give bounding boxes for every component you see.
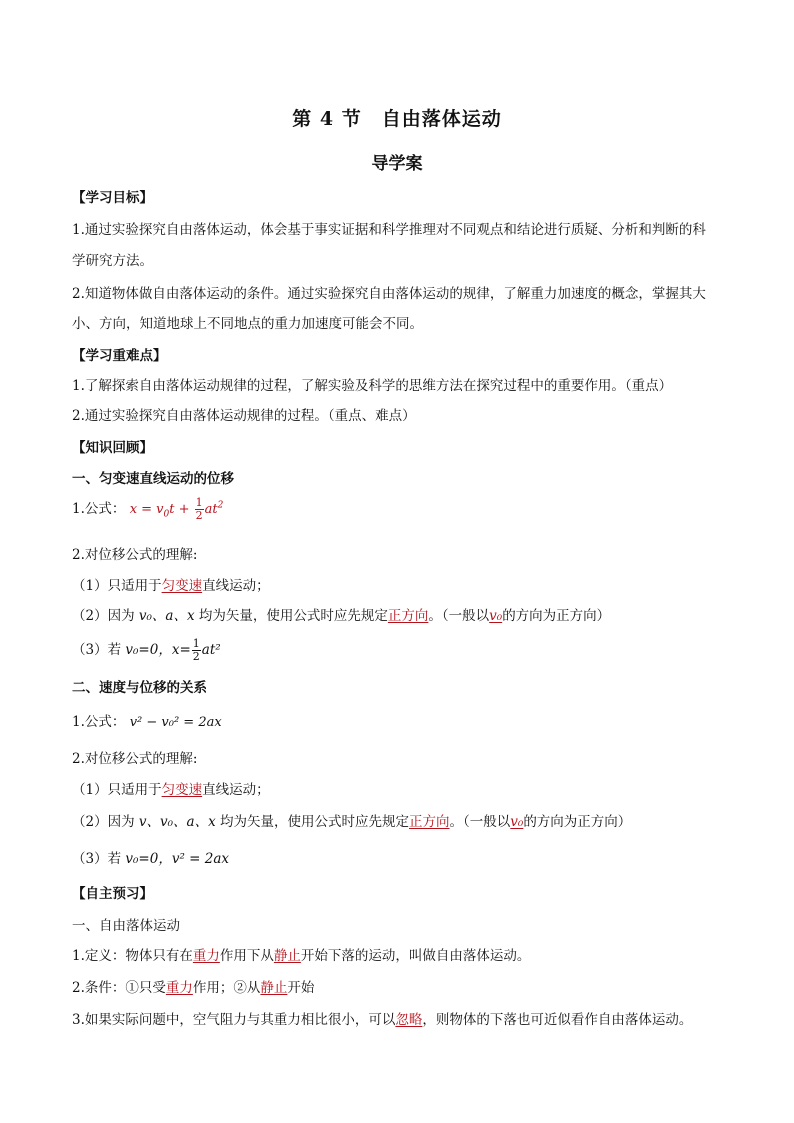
p1-item2-v0: v₀ [489, 608, 503, 624]
definition-line [72, 944, 732, 964]
key-item-1: 1.了解探索自由落体运动规律的过程，了解实验及科学的思维方法在探究过程中的重要作用。（重点） [72, 378, 673, 394]
p1-item3-num: 1 [192, 637, 200, 650]
p1-item2-end: 的方向为正方向） [502, 608, 611, 624]
formula1-num: 1 [195, 496, 203, 509]
review-heading: 【知识回顾】 [72, 440, 153, 456]
p2-item3-pre: （3）若 [72, 851, 126, 867]
p1-item3-pre: （3）若 [72, 642, 126, 658]
p2-item2-v0: v₀ [510, 814, 524, 830]
formula-label: 1.公式： [72, 501, 126, 517]
p2-item3-cond: v₀=0 [125, 851, 159, 867]
p2-item2-mid: 均为矢量，使用公式时应先规定 [215, 814, 410, 830]
p2-item2-pre: （2）因为 [72, 814, 139, 830]
objectives-heading: 【学习目标】 [72, 190, 153, 206]
formula-label-2: 1.公式： [72, 714, 126, 730]
p2-item2-end: 的方向为正方向） [523, 814, 632, 830]
understand-label-1: 2.对位移公式的理解: [72, 547, 198, 563]
objective2-line1: 2.知道物体做自由落体运动的条件。通过实验探究自由落体运动的规律，了解重力加速度的概念，掌握其大 [72, 286, 706, 302]
p2-item1-blank: 匀变速 [161, 782, 203, 798]
p1-item2-post: 。（一般以 [428, 608, 490, 624]
cond-mid: 作用；②从 [192, 980, 261, 996]
cond-post: 开始 [287, 980, 315, 996]
formula1-sub: 0 [163, 509, 170, 520]
p1-item-1 [72, 574, 732, 594]
p1-item1-blank: 匀变速 [161, 578, 203, 594]
formula1-fraction [195, 497, 204, 522]
def-blank-2: 静止 [273, 948, 301, 964]
formula1-line [72, 497, 732, 522]
review-part2-heading: 二、速度与位移的关系 [72, 680, 207, 696]
preview-part1-heading: 一、自由落体运动 [72, 918, 180, 934]
velocity-displacement-formula: v² − v₀² = 2ax [129, 715, 222, 730]
p1-item2-vars: v₀、a、x [138, 608, 195, 624]
objective1-line1: 1.通过实验探究自由落体运动，体会基于事实证据和科学推理对不同观点和结论进行质疑、分析和判断的科 [72, 222, 706, 238]
key-item-2: 2.通过实验探究自由落体运动规律的过程。（重点、难点） [72, 408, 416, 424]
p2-item-2 [72, 810, 732, 830]
p2-item1-post: 直线运动； [202, 782, 270, 798]
formula1-lhs: x = v [129, 502, 164, 517]
p1-item3-fraction [192, 638, 201, 663]
understand-label-2: 2.对位移公式的理解: [72, 751, 198, 767]
objective2-line2: 小、方向，知道地球上不同地点的重力加速度可能会不同。 [72, 316, 423, 332]
cond-blank-1: 重力 [165, 980, 193, 996]
displacement-formula [130, 497, 224, 522]
review-part1-heading: 一、匀变速直线运动的位移 [72, 471, 234, 487]
p1-item3-tail: at² [201, 642, 221, 658]
key-heading: 【学习重难点】 [72, 348, 167, 364]
formula1-tail: at [204, 502, 218, 517]
formula1-den: 2 [195, 509, 203, 522]
preview-heading: 【自主预习】 [72, 886, 153, 902]
approximation-line [72, 1008, 732, 1028]
p1-item1-post: 直线运动； [202, 578, 270, 594]
page-title: 第 4 节 自由落体运动 [292, 108, 502, 130]
p2-item-1 [72, 778, 732, 798]
p2-item2-vars: v、v₀、a、x [138, 814, 216, 830]
formula1-mid: t + [169, 502, 194, 517]
approx-blank: 忽略 [395, 1012, 423, 1028]
formula1-sup: 2 [217, 500, 224, 511]
page-subtitle: 导学案 [371, 154, 423, 174]
condition-line [72, 976, 732, 996]
p1-item-2 [72, 604, 732, 624]
p1-item-3 [72, 638, 732, 663]
p2-item-3 [72, 847, 732, 867]
p1-item2-blank: 正方向 [387, 608, 429, 624]
cond-blank-2: 静止 [260, 980, 288, 996]
p1-item2-mid: 均为矢量，使用公式时应先规定 [194, 608, 388, 624]
p1-item3-mid: ，x= [158, 642, 191, 658]
p1-item3-den: 2 [192, 650, 200, 663]
p2-item2-post: 。（一般以 [449, 814, 511, 830]
approx-post: ，则物体的下落也可近似看作自由落体运动。 [422, 1012, 693, 1028]
p2-item1-pre: （1）只适用于 [72, 782, 162, 798]
p2-item3-tail: ，v² = 2ax [158, 851, 230, 867]
formula2-line [72, 710, 732, 730]
p1-item2-pre: （2）因为 [72, 608, 139, 624]
def-pre: 1.定义：物体只有在 [72, 948, 193, 964]
def-post: 开始下落的运动，叫做自由落体运动。 [300, 948, 531, 964]
p1-item1-pre: （1）只适用于 [72, 578, 162, 594]
p2-item2-blank: 正方向 [409, 814, 450, 830]
p1-item3-cond: v₀=0 [125, 642, 159, 658]
def-blank-1: 重力 [192, 948, 220, 964]
def-mid: 作用下从 [219, 948, 274, 964]
objective1-line2: 学研究方法。 [72, 253, 153, 269]
cond-pre: 2.条件：①只受 [72, 980, 166, 996]
approx-pre: 3.如果实际问题中，空气阻力与其重力相比很小，可以 [72, 1012, 396, 1028]
